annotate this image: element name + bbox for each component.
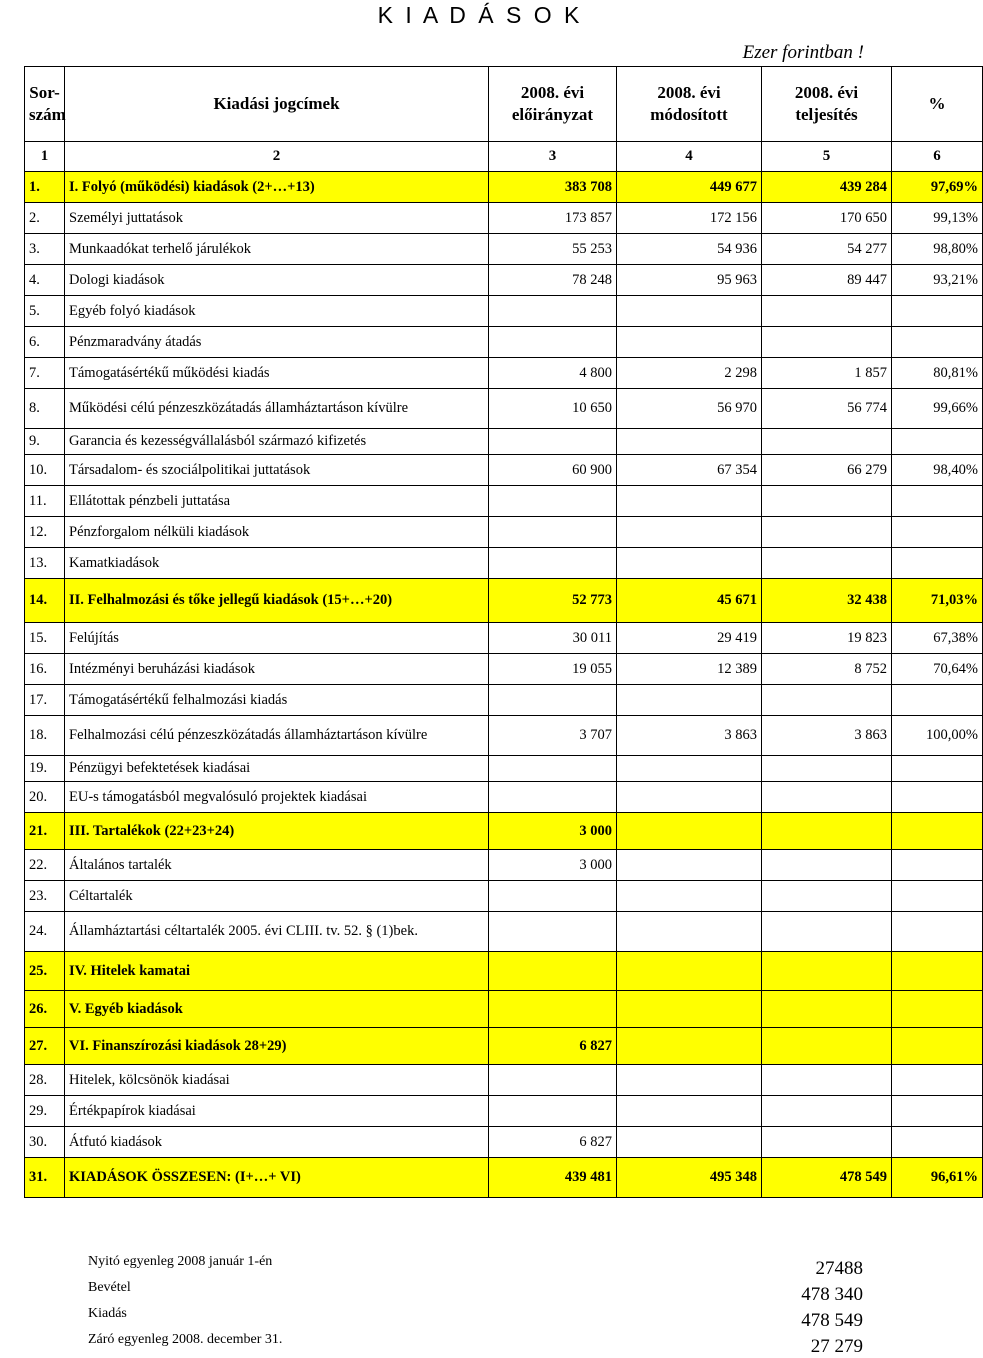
modified-value [617, 517, 762, 548]
actual-value: 89 447 [762, 265, 892, 296]
percent-value [892, 327, 983, 358]
planned-value [489, 1096, 617, 1127]
modified-value [617, 327, 762, 358]
planned-value [489, 517, 617, 548]
actual-value [762, 548, 892, 579]
row-number: 7. [25, 358, 65, 389]
modified-value: 495 348 [617, 1158, 762, 1198]
percent-value [892, 429, 983, 455]
table-row [25, 1065, 983, 1096]
modified-value: 95 963 [617, 265, 762, 296]
row-number: 31. [25, 1158, 65, 1198]
column-number-row [25, 142, 983, 172]
planned-value [489, 991, 617, 1028]
actual-value [762, 1127, 892, 1158]
planned-value [489, 756, 617, 782]
planned-value [489, 1065, 617, 1096]
modified-value [617, 1028, 762, 1065]
actual-value: 478 549 [762, 1158, 892, 1198]
table-row [25, 358, 983, 389]
item-name: II. Felhalmozási és tőke jellegű kiadások (15+…+20) [65, 579, 489, 623]
percent-value [892, 1127, 983, 1158]
row-number: 2. [25, 203, 65, 234]
table-row [25, 327, 983, 358]
planned-value: 10 650 [489, 389, 617, 429]
modified-value [617, 782, 762, 813]
percent-value: 98,40% [892, 455, 983, 486]
planned-value: 60 900 [489, 455, 617, 486]
table-row [25, 265, 983, 296]
item-name: Céltartalék [65, 881, 489, 912]
row-number: 26. [25, 991, 65, 1028]
modified-value: 449 677 [617, 172, 762, 203]
row-number: 13. [25, 548, 65, 579]
actual-value [762, 952, 892, 991]
row-number: 30. [25, 1127, 65, 1158]
row-number: 1. [25, 172, 65, 203]
planned-value [489, 952, 617, 991]
table-row [25, 579, 983, 623]
column-number: 3 [489, 142, 617, 172]
item-name: Értékpapírok kiadásai [65, 1096, 489, 1127]
row-number: 4. [25, 265, 65, 296]
row-number: 22. [25, 850, 65, 881]
item-name: Átfutó kiadások [65, 1127, 489, 1158]
modified-value: 29 419 [617, 623, 762, 654]
summary-row [88, 1332, 863, 1358]
planned-value: 3 707 [489, 716, 617, 756]
item-name: Felhalmozási célú pénzeszközátadás államháztartáson kívülre [65, 716, 489, 756]
percent-value [892, 813, 983, 850]
table-row [25, 813, 983, 850]
actual-value: 170 650 [762, 203, 892, 234]
item-name: Társadalom- és szociálpolitikai juttatások [65, 455, 489, 486]
actual-value [762, 486, 892, 517]
row-number: 14. [25, 579, 65, 623]
planned-value: 19 055 [489, 654, 617, 685]
item-name: Általános tartalék [65, 850, 489, 881]
percent-value: 99,13% [892, 203, 983, 234]
actual-value [762, 327, 892, 358]
item-name: Működési célú pénzeszközátadás államháztartáson kívülre [65, 389, 489, 429]
actual-value [762, 850, 892, 881]
modified-value: 45 671 [617, 579, 762, 623]
planned-value [489, 912, 617, 952]
summary-row [88, 1280, 863, 1306]
percent-value [892, 850, 983, 881]
actual-value [762, 1028, 892, 1065]
table-row [25, 685, 983, 716]
planned-value [489, 881, 617, 912]
actual-value [762, 813, 892, 850]
modified-value: 3 863 [617, 716, 762, 756]
modified-value [617, 486, 762, 517]
row-number: 21. [25, 813, 65, 850]
planned-value [489, 782, 617, 813]
table-row [25, 991, 983, 1028]
row-number: 24. [25, 912, 65, 952]
item-name: IV. Hitelek kamatai [65, 952, 489, 991]
percent-value [892, 991, 983, 1028]
table-row [25, 203, 983, 234]
summary-label: Nyitó egyenleg 2008 január 1-én [88, 1254, 273, 1269]
planned-value [489, 548, 617, 579]
percent-value [892, 782, 983, 813]
item-name: KIADÁSOK ÖSSZESEN: (I+…+ VI) [65, 1158, 489, 1198]
item-name: Garancia és kezességvállalásból származó kifizetés [65, 429, 489, 455]
summary-value: 27488 [815, 1258, 863, 1279]
summary-value: 27 279 [810, 1336, 863, 1357]
row-number: 27. [25, 1028, 65, 1065]
actual-value: 56 774 [762, 389, 892, 429]
modified-value [617, 296, 762, 327]
percent-value [892, 1065, 983, 1096]
modified-value [617, 991, 762, 1028]
percent-value: 93,21% [892, 265, 983, 296]
header-row [25, 67, 983, 142]
table-row [25, 850, 983, 881]
table-row [25, 296, 983, 327]
modified-value [617, 756, 762, 782]
planned-value: 383 708 [489, 172, 617, 203]
percent-value [892, 685, 983, 716]
row-number: 5. [25, 296, 65, 327]
actual-value: 19 823 [762, 623, 892, 654]
header-row-number: Sor-szám [25, 67, 65, 142]
percent-value: 97,69% [892, 172, 983, 203]
table-row [25, 654, 983, 685]
column-number: 6 [892, 142, 983, 172]
table-row [25, 881, 983, 912]
table-row [25, 782, 983, 813]
summary-value: 478 549 [801, 1310, 863, 1331]
actual-value [762, 517, 892, 548]
table-row [25, 455, 983, 486]
planned-value [489, 486, 617, 517]
table-row [25, 716, 983, 756]
planned-value: 439 481 [489, 1158, 617, 1198]
item-name: Dologi kiadások [65, 265, 489, 296]
actual-value: 3 863 [762, 716, 892, 756]
actual-value [762, 1096, 892, 1127]
page-title: K I A D Á S O K [377, 2, 583, 28]
actual-value [762, 782, 892, 813]
summary-row [88, 1254, 863, 1280]
actual-value: 8 752 [762, 654, 892, 685]
item-name: Hitelek, kölcsönök kiadásai [65, 1065, 489, 1096]
item-name: Személyi juttatások [65, 203, 489, 234]
actual-value [762, 1065, 892, 1096]
row-number: 17. [25, 685, 65, 716]
item-name: I. Folyó (működési) kiadások (2+…+13) [65, 172, 489, 203]
table-row [25, 756, 983, 782]
percent-value [892, 1028, 983, 1065]
column-number: 5 [762, 142, 892, 172]
row-number: 15. [25, 623, 65, 654]
header-planned: 2008. évi előirányzat [489, 67, 617, 142]
row-number: 29. [25, 1096, 65, 1127]
percent-value: 80,81% [892, 358, 983, 389]
percent-value [892, 486, 983, 517]
row-number: 10. [25, 455, 65, 486]
modified-value: 54 936 [617, 234, 762, 265]
percent-value [892, 517, 983, 548]
modified-value [617, 813, 762, 850]
planned-value: 173 857 [489, 203, 617, 234]
row-number: 19. [25, 756, 65, 782]
item-name: Pénzmaradvány átadás [65, 327, 489, 358]
item-name: Támogatásértékű felhalmozási kiadás [65, 685, 489, 716]
row-number: 23. [25, 881, 65, 912]
actual-value [762, 881, 892, 912]
column-number: 4 [617, 142, 762, 172]
actual-value: 32 438 [762, 579, 892, 623]
table-row [25, 912, 983, 952]
actual-value [762, 685, 892, 716]
planned-value: 3 000 [489, 813, 617, 850]
row-number: 8. [25, 389, 65, 429]
table-row [25, 234, 983, 265]
unit-note: Ezer forintban ! [742, 42, 864, 63]
planned-value: 6 827 [489, 1127, 617, 1158]
table-row [25, 1127, 983, 1158]
planned-value [489, 296, 617, 327]
percent-value: 70,64% [892, 654, 983, 685]
percent-value [892, 756, 983, 782]
table-row [25, 623, 983, 654]
planned-value [489, 429, 617, 455]
percent-value: 98,80% [892, 234, 983, 265]
table-row [25, 486, 983, 517]
item-name: EU-s támogatásból megvalósuló projektek kiadásai [65, 782, 489, 813]
summary-value: 478 340 [801, 1284, 863, 1305]
actual-value: 439 284 [762, 172, 892, 203]
planned-value: 52 773 [489, 579, 617, 623]
actual-value: 1 857 [762, 358, 892, 389]
column-number: 2 [65, 142, 489, 172]
modified-value: 56 970 [617, 389, 762, 429]
item-name: VI. Finanszírozási kiadások 28+29) [65, 1028, 489, 1065]
percent-value: 99,66% [892, 389, 983, 429]
planned-value: 4 800 [489, 358, 617, 389]
planned-value [489, 327, 617, 358]
modified-value [617, 548, 762, 579]
modified-value [617, 952, 762, 991]
modified-value [617, 881, 762, 912]
modified-value [617, 850, 762, 881]
percent-value [892, 952, 983, 991]
item-name: Kamatkiadások [65, 548, 489, 579]
planned-value: 6 827 [489, 1028, 617, 1065]
table-row [25, 517, 983, 548]
modified-value: 12 389 [617, 654, 762, 685]
modified-value [617, 685, 762, 716]
actual-value [762, 296, 892, 327]
summary-label: Záró egyenleg 2008. december 31. [88, 1332, 283, 1347]
summary-row [88, 1306, 863, 1332]
header-modified: 2008. évi módosított [617, 67, 762, 142]
row-number: 20. [25, 782, 65, 813]
row-number: 18. [25, 716, 65, 756]
item-name: Felújítás [65, 623, 489, 654]
percent-value: 100,00% [892, 716, 983, 756]
table-row [25, 1096, 983, 1127]
table-row [25, 952, 983, 991]
header-actual: 2008. évi teljesítés [762, 67, 892, 142]
percent-value [892, 912, 983, 952]
modified-value [617, 429, 762, 455]
modified-value [617, 912, 762, 952]
actual-value [762, 912, 892, 952]
actual-value: 66 279 [762, 455, 892, 486]
header-item-name: Kiadási jogcímek [65, 67, 489, 142]
modified-value [617, 1127, 762, 1158]
planned-value: 78 248 [489, 265, 617, 296]
table-row [25, 389, 983, 429]
row-number: 28. [25, 1065, 65, 1096]
header-percent: % [892, 67, 983, 142]
table-row [25, 172, 983, 203]
item-name: Munkaadókat terhelő járulékok [65, 234, 489, 265]
item-name: Pénzügyi befektetések kiadásai [65, 756, 489, 782]
row-number: 3. [25, 234, 65, 265]
planned-value: 3 000 [489, 850, 617, 881]
item-name: Államháztartási céltartalék 2005. évi CLIII. tv. 52. § (1)bek. [65, 912, 489, 952]
row-number: 11. [25, 486, 65, 517]
percent-value: 67,38% [892, 623, 983, 654]
percent-value [892, 548, 983, 579]
row-number: 6. [25, 327, 65, 358]
row-number: 12. [25, 517, 65, 548]
percent-value [892, 1096, 983, 1127]
item-name: Ellátottak pénzbeli juttatása [65, 486, 489, 517]
item-name: Intézményi beruházási kiadások [65, 654, 489, 685]
actual-value: 54 277 [762, 234, 892, 265]
modified-value: 67 354 [617, 455, 762, 486]
row-number: 9. [25, 429, 65, 455]
modified-value: 2 298 [617, 358, 762, 389]
modified-value [617, 1065, 762, 1096]
summary-label: Bevétel [88, 1280, 131, 1295]
item-name: V. Egyéb kiadások [65, 991, 489, 1028]
modified-value [617, 1096, 762, 1127]
percent-value: 96,61% [892, 1158, 983, 1198]
planned-value: 30 011 [489, 623, 617, 654]
planned-value: 55 253 [489, 234, 617, 265]
item-name: Egyéb folyó kiadások [65, 296, 489, 327]
percent-value [892, 881, 983, 912]
actual-value [762, 429, 892, 455]
actual-value [762, 756, 892, 782]
table-row [25, 429, 983, 455]
row-number: 25. [25, 952, 65, 991]
item-name: Pénzforgalom nélküli kiadások [65, 517, 489, 548]
item-name: III. Tartalékok (22+23+24) [65, 813, 489, 850]
expenditure-table [24, 66, 983, 1198]
planned-value [489, 685, 617, 716]
column-number: 1 [25, 142, 65, 172]
item-name: Támogatásértékű működési kiadás [65, 358, 489, 389]
actual-value [762, 991, 892, 1028]
table-row [25, 548, 983, 579]
modified-value: 172 156 [617, 203, 762, 234]
percent-value [892, 296, 983, 327]
table-row [25, 1028, 983, 1065]
summary-label: Kiadás [88, 1306, 127, 1321]
row-number: 16. [25, 654, 65, 685]
percent-value: 71,03% [892, 579, 983, 623]
table-row [25, 1158, 983, 1198]
